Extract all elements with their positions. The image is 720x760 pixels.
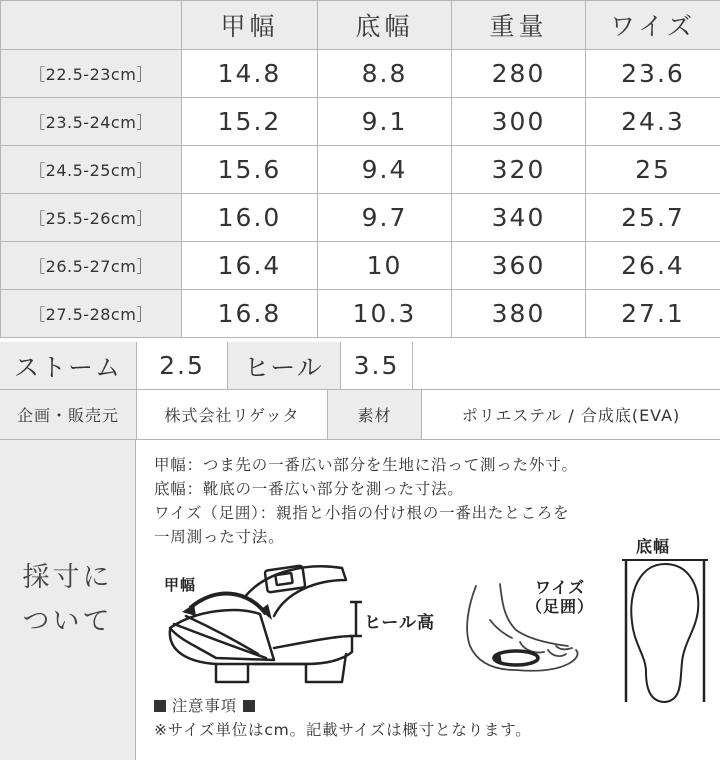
- material-label: 素材: [328, 390, 422, 439]
- label-instep-width: 甲幅: [164, 576, 197, 594]
- maker-value: 株式会社リゲッタ: [137, 390, 328, 439]
- size-label: ［24.5-25cm］: [1, 146, 182, 194]
- sole-illustration: [620, 552, 710, 710]
- note-instep-width: 甲幅：つま先の一番広い部分を生地に沿って測った外寸。: [154, 456, 578, 474]
- measurement-label: [23, 556, 113, 644]
- weight-value: 340: [452, 194, 586, 242]
- instep-width-value: 15.2: [182, 98, 318, 146]
- warning-title: 注意事項: [171, 697, 237, 715]
- sole-width-value: 9.4: [318, 146, 452, 194]
- weight-value: 280: [452, 50, 586, 98]
- weight-value: 380: [452, 290, 586, 338]
- instep-width-value: 16.4: [182, 242, 318, 290]
- material-value: ポリエステル / 合成底(EVA): [461, 406, 681, 425]
- weight-value: 300: [452, 98, 586, 146]
- note-wise-continued: 一周測った寸法。: [154, 528, 285, 546]
- size-label: ［27.5-28cm］: [1, 290, 182, 338]
- wise-value: 27.1: [586, 290, 720, 338]
- size-label: ［25.5-26cm］: [1, 194, 182, 242]
- heel-height-marker-icon: [346, 600, 366, 638]
- label-wise: [526, 578, 594, 616]
- square-bullet-icon: [154, 700, 166, 712]
- instep-width-value: 16.0: [182, 194, 318, 242]
- table-row: [1, 242, 720, 290]
- wise-value: 23.6: [586, 50, 720, 98]
- table-row: [1, 146, 720, 194]
- label-sole-width: 底幅: [636, 537, 671, 556]
- header-instep-width: 甲幅: [182, 1, 318, 50]
- sole-width-value: 10.3: [318, 290, 452, 338]
- heel-label: ヒール: [228, 342, 341, 389]
- maker-label: 企画・販売元: [0, 390, 137, 439]
- size-label: ［23.5-24cm］: [1, 98, 182, 146]
- maker-material-row: [0, 390, 720, 440]
- label-wise-line: （足囲）: [526, 597, 595, 616]
- instep-width-value: 14.8: [182, 50, 318, 98]
- sole-width-value: 8.8: [318, 50, 452, 98]
- size-table: [0, 0, 720, 338]
- measurement-label-line: 採寸に: [22, 562, 113, 593]
- instep-width-value: 15.6: [182, 146, 318, 194]
- size-label: ［22.5-23cm］: [1, 50, 182, 98]
- sole-width-value: 9.1: [318, 98, 452, 146]
- storm-heel-row: [0, 342, 720, 390]
- measurement-section: [0, 440, 720, 760]
- weight-value: 360: [452, 242, 586, 290]
- measurement-label-line: ついて: [22, 606, 113, 637]
- sandal-illustration: [156, 550, 356, 690]
- square-bullet-icon: [243, 700, 255, 712]
- table-row: [1, 98, 720, 146]
- instep-width-value: 16.8: [182, 290, 318, 338]
- warning-text: ※サイズ単位はcm。記載サイズは概寸となります。: [154, 721, 532, 739]
- header-wise: ワイズ: [586, 1, 720, 50]
- warning-title-line: [154, 694, 532, 718]
- size-table-header-row: [1, 1, 720, 50]
- wise-value: 26.4: [586, 242, 720, 290]
- wise-value: 25.7: [586, 194, 720, 242]
- measurement-label-cell: [0, 440, 136, 760]
- weight-value: 320: [452, 146, 586, 194]
- sole-width-value: 10: [318, 242, 452, 290]
- table-row: [1, 50, 720, 98]
- label-heel-height: ヒール高: [364, 613, 435, 633]
- table-row: [1, 290, 720, 338]
- wise-value: 24.3: [586, 98, 720, 146]
- size-label: ［26.5-27cm］: [1, 242, 182, 290]
- header-weight: 重量: [452, 1, 586, 50]
- label-wise-line: ワイズ: [534, 578, 586, 597]
- table-row: [1, 194, 720, 242]
- header-sole-width: 底幅: [318, 1, 452, 50]
- sole-width-value: 9.7: [318, 194, 452, 242]
- storm-label: ストーム: [0, 342, 137, 389]
- heel-value: 3.5: [341, 342, 413, 389]
- note-wise: ワイズ（足囲）：親指と小指の付け根の一番出たところを: [154, 504, 570, 522]
- header-corner: [1, 1, 182, 50]
- wise-value: 25: [586, 146, 720, 194]
- storm-value: 2.5: [137, 342, 228, 389]
- note-sole-width: 底幅：靴底の一番広い部分を測った寸法。: [154, 480, 464, 498]
- warning-block: [154, 694, 532, 742]
